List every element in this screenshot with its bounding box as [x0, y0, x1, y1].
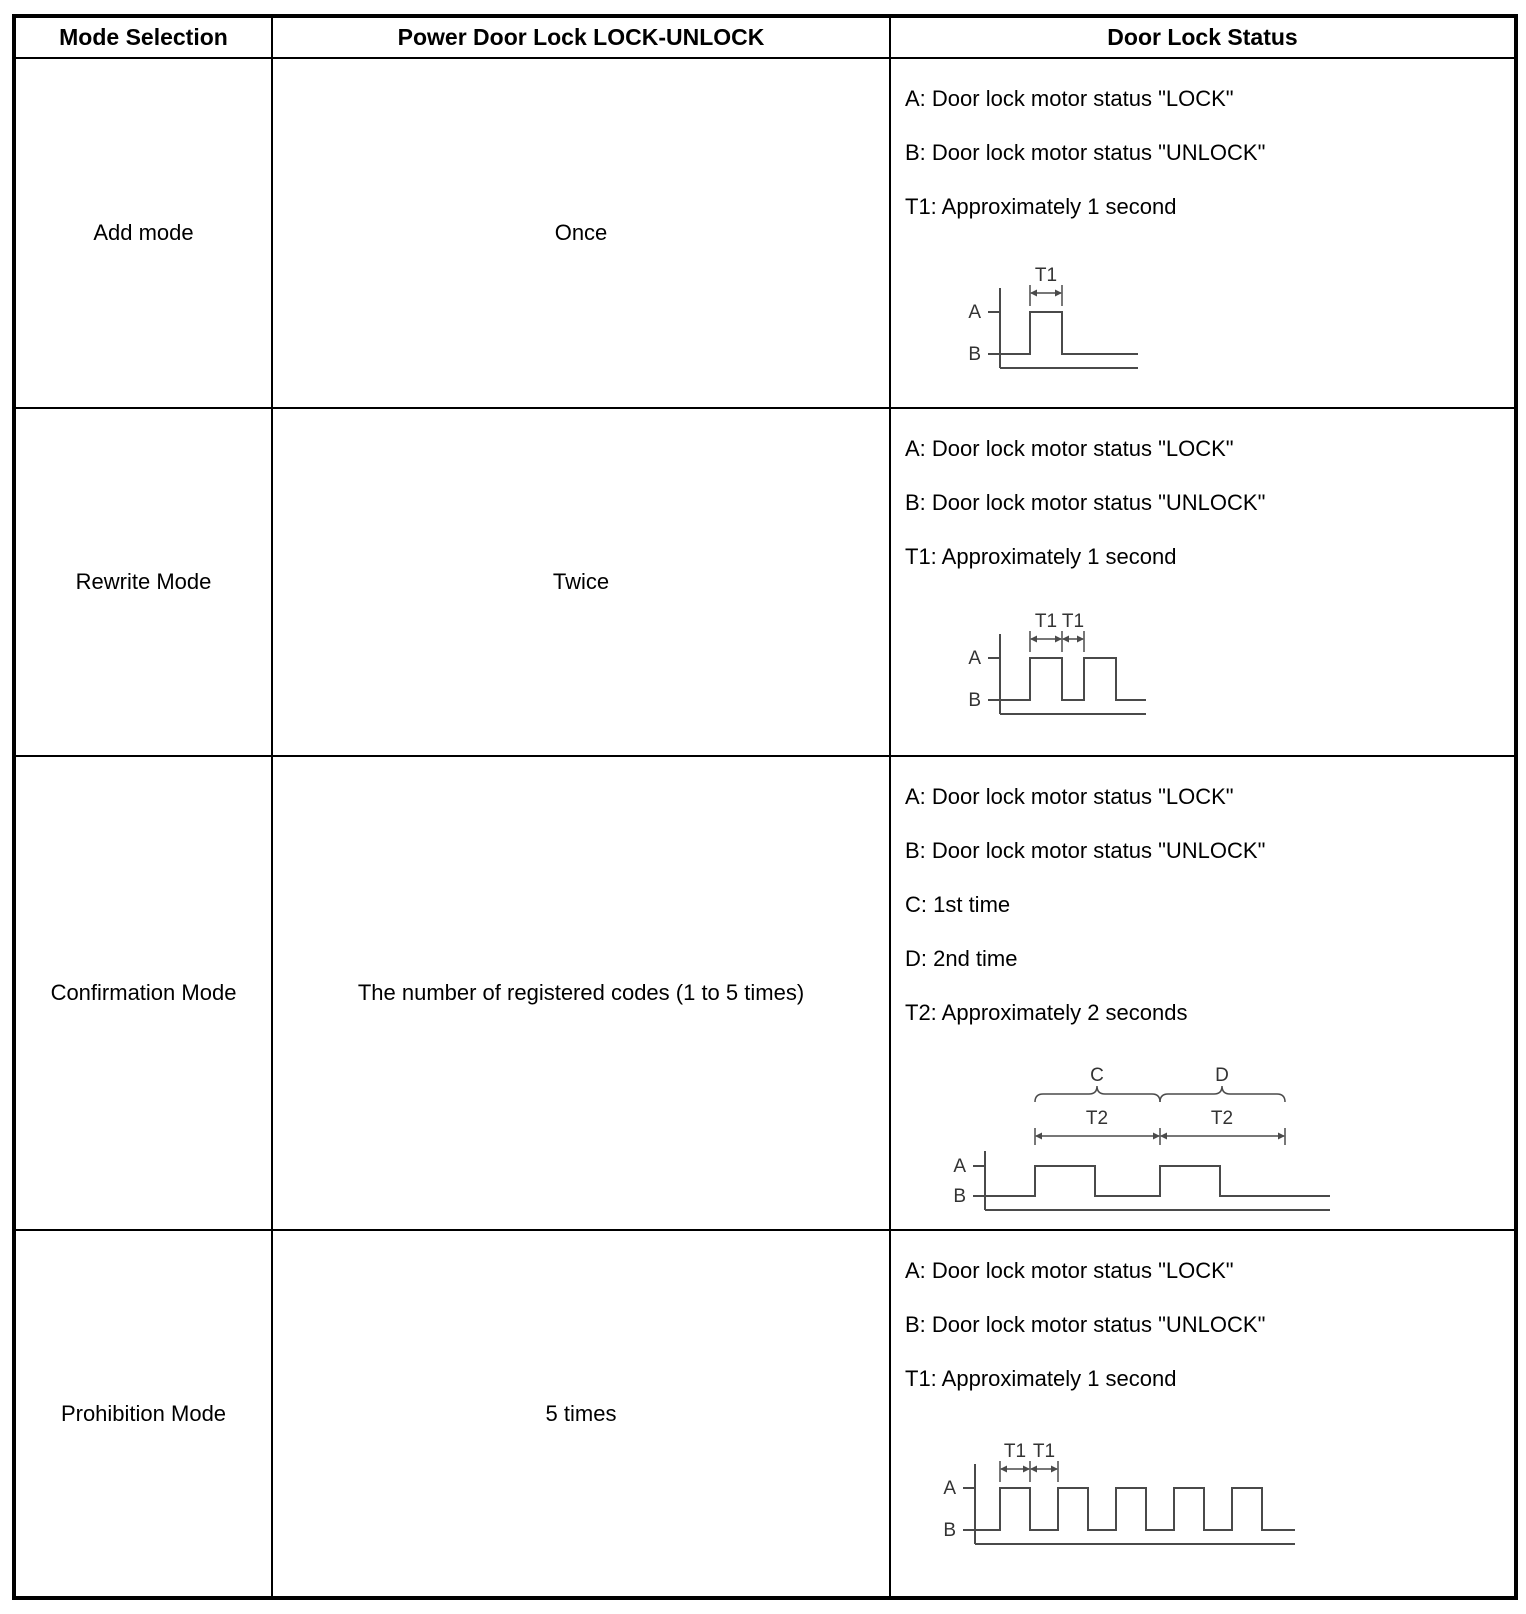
status-line: T1: Approximately 1 second: [905, 544, 1177, 569]
waveform-t1-label: T1: [1061, 612, 1085, 632]
action-cell: Once: [272, 58, 890, 408]
waveform-t2-label: T2: [1210, 1108, 1234, 1129]
table-row-prohibition-mode: [14, 1230, 1516, 1598]
mode-cell: Confirmation Mode: [14, 756, 272, 1230]
waveform-trace: [985, 1166, 1330, 1196]
status-line: T2: Approximately 2 seconds: [905, 1000, 1188, 1025]
waveform-t1-label: T1: [1003, 1442, 1027, 1462]
waveform-prohibition-mode: [935, 1442, 1355, 1560]
t1-span-marker: [1030, 631, 1084, 652]
header-row: [14, 16, 1516, 58]
waveform-confirmation-mode: [945, 1066, 1365, 1221]
brace-c: [1035, 1086, 1160, 1102]
col-header-power-door-lock: Power Door Lock LOCK-UNLOCK: [272, 16, 890, 58]
status-line: C: 1st time: [905, 892, 1011, 917]
signal-axis: [988, 634, 1146, 714]
brace-d: [1160, 1086, 1285, 1102]
status-line: A: Door lock motor status "LOCK": [905, 86, 1234, 111]
waveform-b-label: B: [968, 690, 981, 711]
status-line: A: Door lock motor status "LOCK": [905, 784, 1234, 809]
mode-cell: Add mode: [14, 58, 272, 408]
status-line: B: Door lock motor status "UNLOCK": [905, 838, 1266, 863]
t2-span-marker: [1035, 1128, 1285, 1145]
status-line: T1: Approximately 1 second: [905, 1366, 1177, 1391]
signal-axis: [963, 1464, 1295, 1544]
status-cell: [890, 408, 1516, 756]
status-line: B: Door lock motor status "UNLOCK": [905, 1312, 1266, 1337]
status-cell: [890, 58, 1516, 408]
waveform-c-label: C: [1090, 1066, 1104, 1086]
col-header-mode-selection: Mode Selection: [14, 16, 272, 58]
waveform-t2-label: T2: [1085, 1108, 1109, 1129]
t1-span-marker: [1000, 1461, 1058, 1482]
status-cell: [890, 1230, 1516, 1598]
status-line: A: Door lock motor status "LOCK": [905, 1258, 1234, 1283]
waveform-trace: [1000, 658, 1146, 700]
status-cell: [890, 756, 1516, 1230]
waveform-trace: [975, 1488, 1295, 1530]
table-row-add-mode: [14, 58, 1516, 408]
status-line: B: Door lock motor status "UNLOCK": [905, 490, 1266, 515]
t1-span-marker: [1030, 285, 1062, 306]
waveform-b-label: B: [953, 1186, 966, 1207]
waveform-b-label: B: [968, 344, 981, 365]
door-lock-mode-table: [12, 14, 1518, 1600]
waveform-t1-label: T1: [1032, 1442, 1056, 1462]
status-line: D: 2nd time: [905, 946, 1018, 971]
mode-cell: Rewrite Mode: [14, 408, 272, 756]
mode-cell: Prohibition Mode: [14, 1230, 272, 1598]
status-line: B: Door lock motor status "UNLOCK": [905, 140, 1266, 165]
waveform-t1-label: T1: [1034, 266, 1058, 286]
waveform-b-label: B: [943, 1520, 956, 1541]
table-row-rewrite-mode: [14, 408, 1516, 756]
waveform-d-label: D: [1215, 1066, 1229, 1086]
action-cell: 5 times: [272, 1230, 890, 1598]
waveform-add-mode: [960, 266, 1190, 384]
waveform-a-label: A: [968, 302, 981, 323]
waveform-a-label: A: [968, 648, 981, 669]
col-header-door-lock-status: Door Lock Status: [890, 16, 1516, 58]
status-line: T1: Approximately 1 second: [905, 194, 1177, 219]
table-row-confirmation-mode: [14, 756, 1516, 1230]
action-cell: The number of registered codes (1 to 5 times): [272, 756, 890, 1230]
status-line: A: Door lock motor status "LOCK": [905, 436, 1234, 461]
signal-axis: [973, 1151, 1330, 1210]
waveform-a-label: A: [953, 1156, 966, 1177]
action-cell: Twice: [272, 408, 890, 756]
waveform-rewrite-mode: [960, 612, 1190, 730]
waveform-a-label: A: [943, 1478, 956, 1499]
waveform-t1-label: T1: [1034, 612, 1058, 632]
waveform-trace: [1000, 312, 1138, 354]
